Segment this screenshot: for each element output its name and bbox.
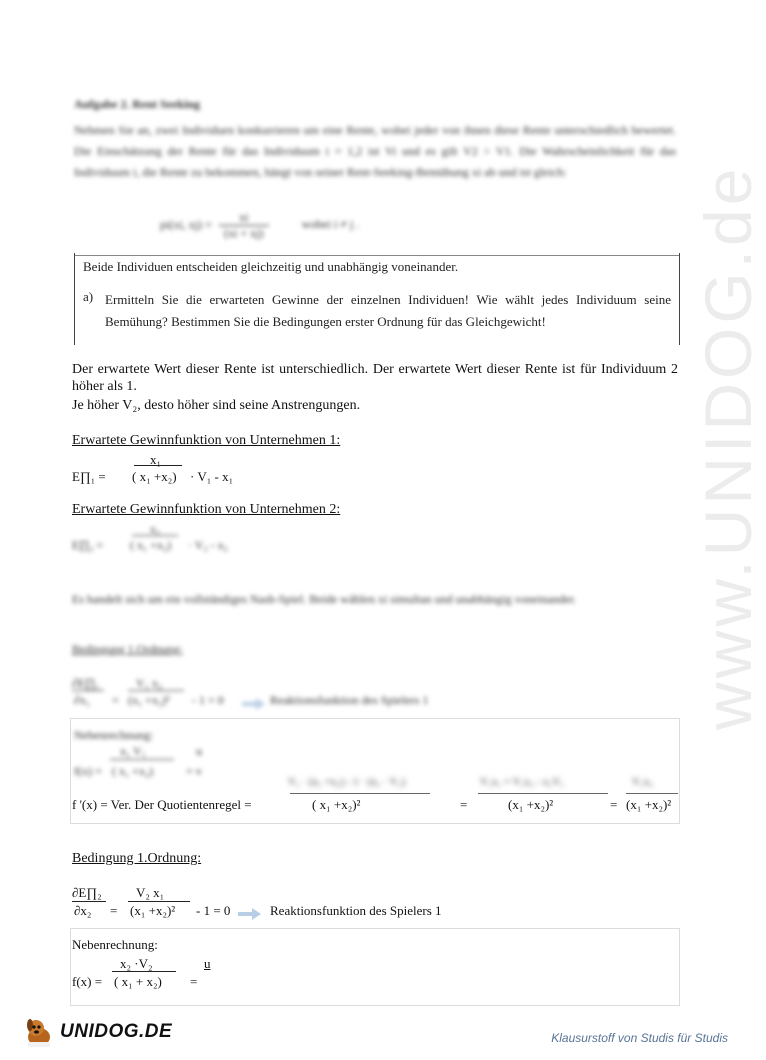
exp1-tail: · V₁ - x₁ <box>190 469 234 484</box>
cond1-lhs-den: ∂x₁ <box>74 693 91 707</box>
exp2-num: x₂ <box>150 522 161 536</box>
cond2-num: V₂ x₁ <box>136 885 165 900</box>
task-formula-den: (xi + xj) <box>224 226 264 240</box>
exp2-tail: · V₂ - x₂ <box>188 538 228 552</box>
arrow-right-icon <box>242 698 266 710</box>
task-formula-lhs: pi(xi, xj) = <box>160 217 212 232</box>
cond1-eq: = <box>112 693 119 707</box>
exp2-title: Erwartete Gewinnfunktion von Unternehmen 2: <box>72 502 341 517</box>
deriv-label: f '(x) = Ver. Der Quotientenregel = <box>72 797 252 812</box>
nebenrechnung-box-2 <box>70 928 680 1006</box>
deriv-den2: (x₁ +x₂)² <box>508 797 554 812</box>
watermark-text: www.UNIDOG.de <box>691 164 765 730</box>
logo-text: UNIDOG.DE <box>60 1021 173 1042</box>
task-box-line1: Beide Individuen entscheiden gleichzeitig und unabhängig voneinander. <box>83 259 459 274</box>
task-formula-num: xi <box>239 210 249 224</box>
neben2-title: Nebenrechnung: <box>72 937 158 952</box>
cond2-lhs-den: ∂x₂ <box>74 903 92 918</box>
neben2-den: ( x₁ + x₂) <box>114 974 162 989</box>
cond2-lhs-num: ∂E∏₂ <box>72 885 102 900</box>
neben1-den: ( x₁ +x₂) <box>112 764 154 778</box>
nash-text: Es handelt sich um ein vollständiges Nash-Spiel. Beide wählen xi simultan und unabhängig voneinander. <box>72 592 577 606</box>
neben2-eq: = <box>190 974 198 989</box>
footer-claim: Klausurstoff von Studis für Studis <box>551 1031 728 1045</box>
cond2-den: (x₁ +x₂)² <box>130 903 176 918</box>
neben1-v: = v <box>186 764 202 778</box>
unidog-logo[interactable] <box>22 1014 172 1050</box>
exp2-formula <box>72 520 272 560</box>
task-item-label: a) <box>83 289 94 304</box>
task-box <box>74 253 680 345</box>
task-formula <box>160 210 359 241</box>
cond1-formula <box>72 676 492 716</box>
cond2-eq: = <box>110 903 118 918</box>
exp2-den: ( x₁ +x₂) <box>130 538 172 552</box>
task-item-text: Ermitteln Sie die erwarteten Gewinne der einzelnen Individuen! Wie wählt jedes Individuum seine Bemühung? Bestimmen Sie die Bedingungen erster Ordnung für das Gleichgewicht! <box>105 292 671 329</box>
neben2-f: f(x) = <box>72 974 103 989</box>
neben1-formula <box>72 724 252 784</box>
exp2-lhs: E∏₂ = <box>72 538 104 552</box>
arrow-right-icon <box>238 908 262 920</box>
exp1-num: x₁ <box>150 452 162 467</box>
neben2-u: u <box>204 956 211 971</box>
neben1-f: f(x) = <box>74 764 102 778</box>
deriv-den3: (x₁ +x₂)² <box>626 797 672 812</box>
deriv-den1: ( x₁ +x₂)² <box>312 797 361 812</box>
deriv-eq2: = <box>610 797 618 812</box>
exp1-den: ( x₁ +x₂) <box>132 469 177 484</box>
cond1-den: (x₁ +x₂)² <box>128 693 170 707</box>
task-formula-condition: wobei i ≠ j . <box>301 217 360 232</box>
exp1-lhs: E∏₁ = <box>72 469 106 484</box>
task-heading: Aufgabe 2. Rent Seeking <box>74 97 201 111</box>
answer-para2: Je höher V₂, desto höher sind seine Anstrengungen. <box>72 398 361 413</box>
cond1-tail: - 1 = 0 <box>192 693 224 707</box>
neben2-num: x₂ ·V₂ <box>120 956 153 971</box>
exp1-fraction-bar <box>134 465 182 466</box>
deriv-num1: V₁ · (x₁ +x₂) - 1 · (x₁ · V₁) <box>288 776 406 788</box>
cond1-title: Bedingung 1.Ordnung: <box>72 642 183 656</box>
neben1-title: Nebenrechnung: <box>74 728 154 742</box>
task-intro: Nehmen Sie an, zwei Individuen konkurrieren um eine Rente, wobei jeder von ihnen diese Rente unterschiedlich bewertet. Die Einschätzung der Rente für das Individuum i = 1,2 ist Vi und es gilt V2 > V1. Die Wahrscheinlichkeit für das Individuum i, die Rente zu bekommen, hängt von seiner Rent-Seeking-Bemühung xi ab und ist gleich: <box>74 123 676 179</box>
exp1-title: Erwartete Gewinnfunktion von Unternehmen 1: <box>72 433 341 448</box>
cond1-num: V₁ x₂ <box>136 676 163 690</box>
neben1-num: x₁ V₁ <box>120 744 146 758</box>
dog-icon <box>22 1015 56 1049</box>
answer-para1: Der erwartete Wert dieser Rente ist unterschiedlich. Der erwartete Wert dieser Rente ist für Individuum 2 höher als 1. <box>72 362 678 394</box>
deriv-eq1: = <box>460 797 468 812</box>
cond2-tail: - 1 = 0 <box>196 903 231 918</box>
cond1-lhs-num: ∂E∏₁ <box>72 676 100 690</box>
cond1-reaction: Reaktionsfunktion des Spielers 1 <box>270 693 429 707</box>
cond2-reaction: Reaktionsfunktion des Spielers 1 <box>270 903 442 918</box>
deriv-num3: V₁x₂ <box>632 776 654 788</box>
neben1-u: u <box>196 744 202 758</box>
deriv-num2: V₁x₁ + V₁x₂ - x₁V₁ <box>480 776 565 788</box>
cond2-title: Bedingung 1.Ordnung: <box>72 851 202 866</box>
